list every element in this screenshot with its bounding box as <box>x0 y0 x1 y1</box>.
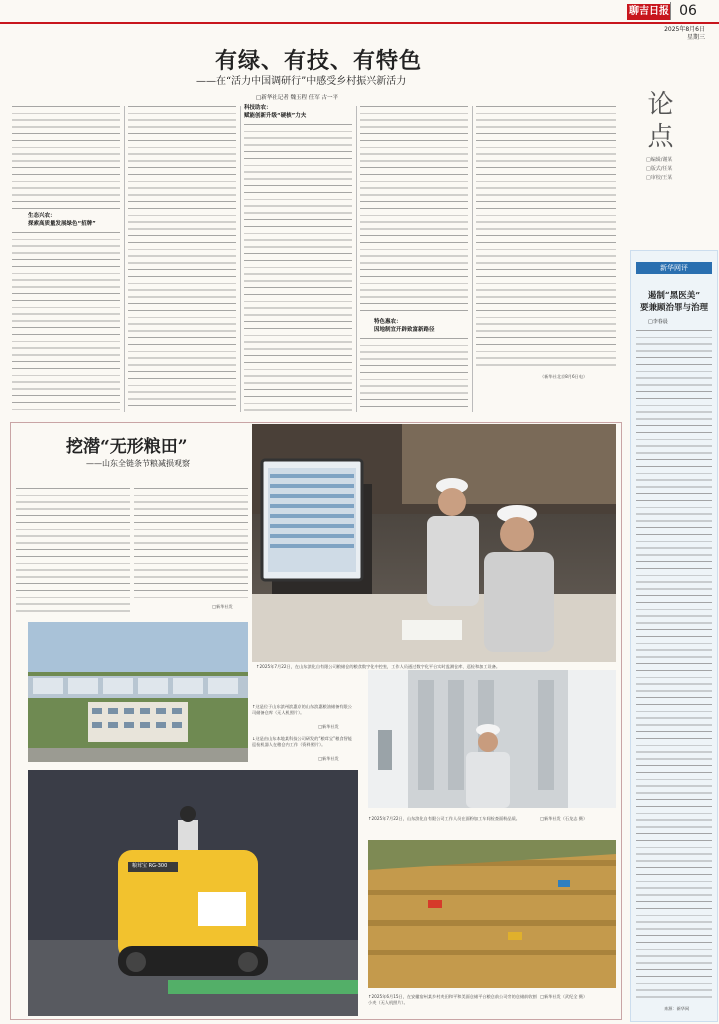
feature-headline: 挖潜“无形粮田” <box>66 437 188 457</box>
proofreader-line: □审校/王某 <box>646 175 673 181</box>
issue-date: 2025年8月6日 <box>664 26 705 33</box>
photo-wheat-field <box>368 840 616 988</box>
caption-grain-depot: ↑这是位于山东滨州滨惠京的山东滨惠粮油储备有限公司储备仓库（无人机照片）。 <box>252 704 352 715</box>
commentary-title: 遏制“黑医美” 要兼顾治罪与治理 <box>639 291 708 313</box>
feature-credit: □新华社发 <box>212 604 233 609</box>
robot-label: 粮茸宝 RG-300 <box>132 863 168 869</box>
col3-heading: 特色惠农： 因地制宜开辟致富新路径 <box>374 319 435 333</box>
column-divider <box>240 106 241 412</box>
editor-line: □编辑/谢某 <box>646 157 673 163</box>
col1-heading: 生态兴农： 探索高质量发展绿色“招牌” <box>28 213 96 227</box>
masthead-rule <box>0 22 719 24</box>
main-source-line: （新华社北京8月6日电） <box>540 374 588 379</box>
newspaper-logo: 聊吉日报 <box>627 4 671 20</box>
commentary-body <box>636 330 712 1000</box>
robot-illustration <box>28 770 358 1016</box>
article-body-col-4b <box>360 338 468 412</box>
commentary-author: □李春晨 <box>648 319 668 325</box>
article-body-col-2 <box>128 106 236 412</box>
dateline <box>664 26 705 42</box>
main-byline: □新华社记者 魏玉程 任军 古一平 <box>256 95 338 101</box>
col2-heading: 科技助农： 赋能创新升级“硬核”力夫 <box>244 105 307 119</box>
credit-wheat-field: □新华社发（武纪全 摄） <box>540 994 588 999</box>
main-subheadline: ——在“活力中国调研行”中感受乡村振兴新活力 <box>196 76 407 87</box>
feature-body-col-2 <box>134 488 248 600</box>
article-body-col-1b <box>12 232 120 412</box>
caption-flour-mill: ↑2025年7月22日，山东滨化自有限公司工作人员在面粉加工车间检查面粉品质。 <box>368 816 520 821</box>
grain-depot-illustration <box>28 622 248 762</box>
page-number: 06 <box>670 2 705 20</box>
section-title: 论点 <box>643 90 673 154</box>
photo-control-room <box>252 424 616 662</box>
article-body-col-3 <box>244 124 352 412</box>
caption-wheat-field: ↑2025年6月15日，在安徽宿州某乡村麦田和平和美面仓储平台粮仓前公司旁的仓储前收割小麦（无人机照片）。 <box>368 994 537 1005</box>
wheat-field-illustration <box>368 840 616 988</box>
feature-subheadline: ——山东全链条节粮减损观察 <box>86 459 190 468</box>
column-divider <box>356 106 357 412</box>
credit-flour-mill: □新华社发（石龙志 摄） <box>540 816 588 821</box>
flour-mill-illustration <box>368 670 616 808</box>
article-body-col-1 <box>12 106 120 210</box>
control-room-illustration <box>252 424 616 662</box>
xinhua-commentary-badge: 新华网评 <box>636 262 712 274</box>
column-divider <box>472 106 473 412</box>
photo-flour-mill <box>368 670 616 808</box>
article-body-col-5 <box>476 106 616 368</box>
issue-weekday: 星期三 <box>686 34 705 41</box>
designer-line: □版式/任某 <box>646 166 673 172</box>
photo-grain-depot <box>28 622 248 762</box>
column-divider <box>124 106 125 412</box>
photo-inspection-robot <box>28 770 358 1016</box>
commentary-source: 来源：新华网 <box>664 1006 690 1011</box>
feature-body-col-1 <box>16 488 130 612</box>
caption-control-room: ↑2025年7月22日，在山东滨化自有限公司粮储仓的粮食数字化中控室，工作人员通过数字化平台实时监测仓库、巡检和加工设备。 <box>256 664 501 669</box>
article-body-col-4 <box>360 106 468 312</box>
credit-robot: □新华社发 <box>318 756 339 761</box>
main-headline: 有绿、有技、有特色 <box>215 48 423 74</box>
credit-grain-depot: □新华社发 <box>318 724 339 729</box>
editor-credits <box>646 156 672 183</box>
caption-robot: ↓这是由山东本地某科技公司研发的“粮茸宝”粮食智能巡检机器人在粮仓内工作（资料照片）。 <box>252 736 352 747</box>
